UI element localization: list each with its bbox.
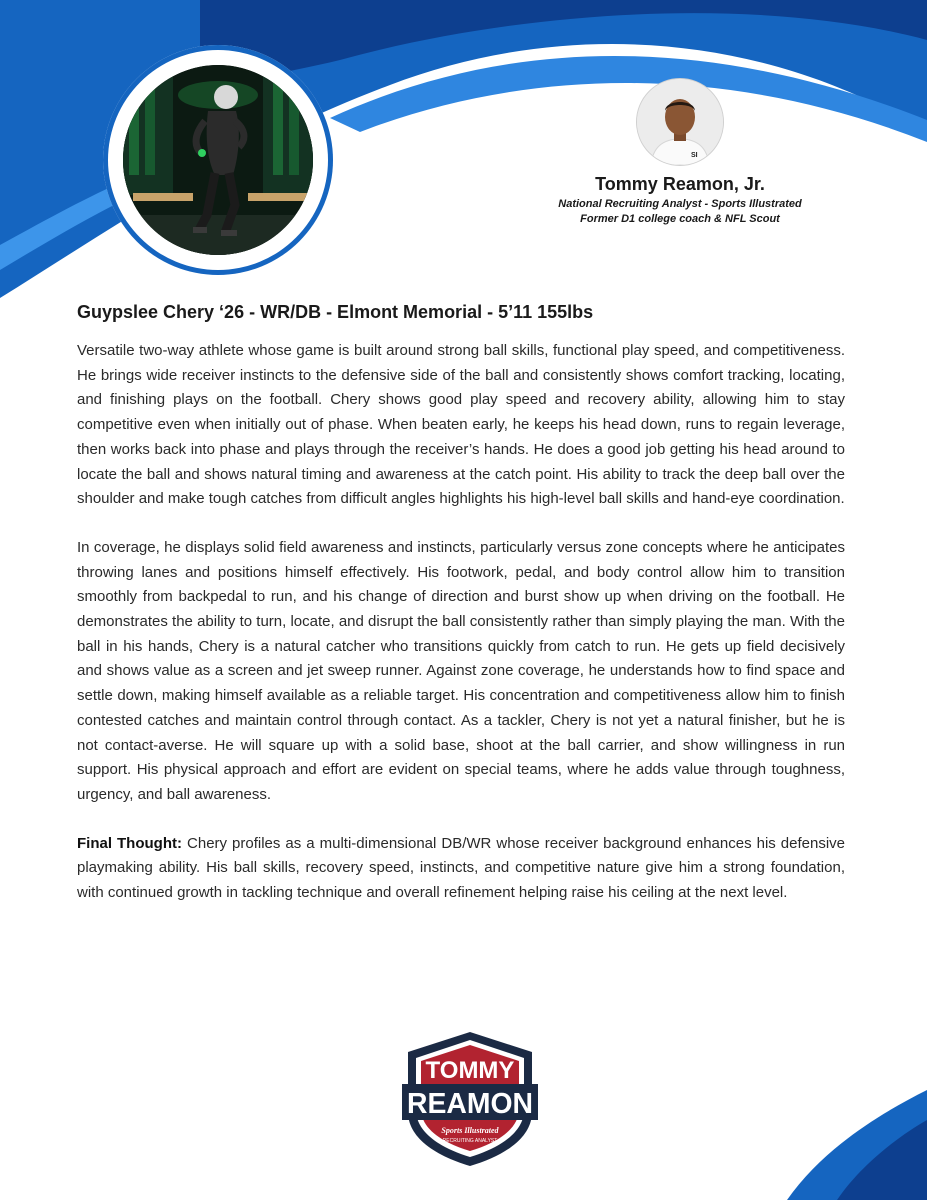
logo-tagline: RECRUITING ANALYST — [442, 1138, 498, 1144]
analyst-headshot-image — [637, 79, 723, 165]
athlete-photo-image — [123, 65, 313, 255]
shirt-badge: SI — [691, 152, 698, 159]
analyst-name: Tommy Reamon, Jr. — [595, 174, 765, 194]
footer-wave — [727, 1090, 927, 1200]
final-thought-paragraph — [77, 832, 845, 906]
final-thought-text: Chery profiles as a multi-dimensional DB/WR whose receiver background enhances his defensive playmaking ability. His ball skills, recovery speed, instincts, and competitive nature give him a strong foundation, with continued growth in tackling technique and overall refinement helping raise his ceiling at the next level. — [77, 834, 846, 902]
report-heading: Guypslee Chery ‘26 - WR/DB - Elmont Memorial - 5’11 155lbs — [77, 302, 594, 322]
analyst-subtitle: Former D1 college coach & NFL Scout — [580, 213, 780, 225]
athlete-photo-frame — [123, 65, 313, 255]
report-paragraph-1: Versatile two-way athlete whose game is built around strong ball skills, functional play speed, and competitiveness. He brings wide receiver instincts to the defensive side of the ball and consistently shows comfort tracking, locating, and finishing plays on the football. Chery shows good play speed and recovery ability, allowing him to stay competitive even when initially out of phase. When beaten early, he keeps his head down, runs to regain leverage, then works back into phase and plays through the receiver’s hands. He does a good job getting his head around to locate the ball and shows natural timing and awareness at the catch point. His ability to track the deep ball over the shoulder and make tough catches from difficult angles highlights his high-level ball skills and hand-eye coordination. — [77, 342, 845, 508]
final-thought-label: Final Thought: — [77, 834, 182, 852]
analyst-card — [530, 78, 830, 227]
analyst-title: National Recruiting Analyst - Sports Illustrated — [558, 198, 802, 210]
logo-line-1: TOMMY — [425, 1057, 515, 1084]
analyst-headshot — [636, 78, 724, 166]
scouting-report — [77, 302, 845, 930]
tommy-reamon-logo — [400, 1030, 540, 1168]
report-paragraph-2: In coverage, he displays solid field awareness and instincts, particularly versus zone concepts where he anticipates throwing lanes and positions himself effectively. His footwork, pedal, and body control allow him to transition smoothly from backpedal to run, and his change of direction and burst show up when driving on the football. He demonstrates the ability to turn, locate, and disrupt the ball consistently rather than simply playing the man. With the ball in his hands, Chery is a natural catcher who transitions quickly from catch to run. He gets up field decisively and shows value as a screen and jet sweep runner. Against zone coverage, he understands how to find space and settle down, making himself available as a reliable target. His concentration and competitiveness allow him to finish contested catches and maintain control through contact. As a tackler, Chery is not yet a natural finisher, but he is not contact-averse. He will square up with a solid base, shoot at the ball carrier, and show willingness in run support. His physical approach and effort are evident on special teams, where he adds value through toughness, urgency, and ball awareness. — [77, 538, 845, 803]
logo-line-2: REAMON — [407, 1088, 533, 1120]
logo-brand: Sports Illustrated — [441, 1126, 499, 1135]
athlete-photo — [103, 45, 333, 275]
